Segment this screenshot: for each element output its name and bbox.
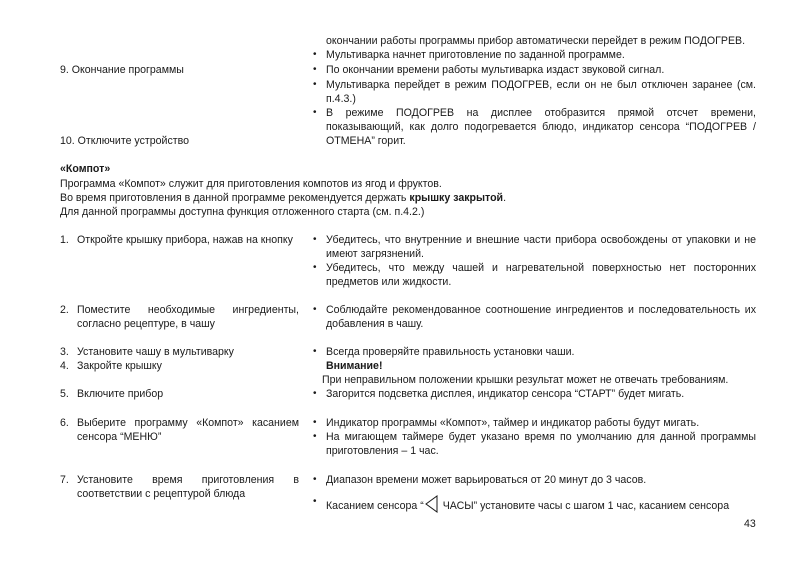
step-6-text: Выберите программу «Компот» касанием сенсора “МЕНЮ” [77, 417, 299, 443]
note-text: При неправильном положении крышки результат может не отвечать требованиям. [322, 374, 729, 386]
step-7-text: Установите время приготовления в соответствии с рецептурой блюда [77, 474, 299, 500]
step-9-bullet-3: Мультиварка перейдет в режим ПОДОГРЕВ, если он не был отключен заранее (см. п.4.3.) [326, 79, 756, 105]
step-3-bullet-1: Всегда проверяйте правильность установки чаши. [326, 346, 575, 358]
step-1-bullet-1: Убедитесь, что внутренние и внешние части прибора освобождены от упаковки и не имеют загрязнений. [326, 234, 756, 260]
step-number: 5. [60, 388, 69, 400]
step-1-bullet-2: Убедитесь, что между чашей и нагревательной поверхностью нет посторонних предметов или жидкости. [326, 262, 756, 288]
step-number: 3. [60, 346, 69, 358]
intro-line-2: Во время приготовления в данной программе рекомендуется держать крышку закрытой. [60, 192, 507, 204]
step-4-text: Закройте крышку [77, 360, 162, 372]
step-6-bullet-1: Индикатор программы «Компот», таймер и индикатор работы будут мигать. [326, 417, 700, 429]
step-3-text: Установите чашу в мультиварку [77, 346, 234, 358]
bullet: • [313, 417, 317, 428]
bullet: • [313, 304, 317, 315]
step-7-bullet-1: Диапазон времени может варьироваться от 20 минут до 3 часов. [326, 474, 647, 486]
page-number: 43 [744, 518, 756, 530]
step-number: 7. [60, 474, 69, 486]
step-7-bullet-2: Касанием сенсора “ ЧАСЫ” установите часы с шагом 1 час, касанием сенсора [326, 495, 756, 513]
step-2-text: Поместите необходимые ингредиенты, согласно рецептуре, в чашу [77, 304, 299, 330]
bullet: • [313, 431, 317, 442]
step-number: 4. [60, 360, 69, 372]
step-number: 2. [60, 304, 69, 316]
note-title: Внимание! [326, 360, 383, 372]
bullet: • [313, 79, 317, 90]
bullet: • [313, 49, 317, 60]
step-number: 1. [60, 234, 69, 246]
step-9-bullet-1: Мультиварка начнет приготовление по заданной программе. [326, 49, 625, 61]
bullet: • [313, 388, 317, 399]
step-9-label: 9. Окончание программы [60, 64, 184, 76]
step-1-text: Откройте крышку прибора, нажав на кнопку [77, 234, 293, 246]
bullet: • [313, 107, 317, 118]
bullet: • [313, 474, 317, 485]
bullet: • [313, 496, 317, 507]
triangle-left-icon [425, 495, 439, 513]
step-5-bullet-1: Загорится подсветка дисплея, индикатор сенсора “СТАРТ” будет мигать. [326, 388, 685, 400]
step-6-bullet-2: На мигающем таймере будет указано время по умолчанию для данной программы приготовления – 1 час. [326, 431, 756, 457]
step-10: 10. Отключите устройство [60, 135, 189, 147]
intro-line-3: Для данной программы доступна функция отложенного старта (см. п.4.2.) [60, 206, 425, 218]
continuation-line: окончании работы программы прибор автоматически перейдет в режим ПОДОГРЕВ. [326, 35, 746, 47]
step-5-text: Включите прибор [77, 388, 164, 400]
intro-bold: крышку закрытой [409, 192, 504, 204]
intro-line-1: Программа «Компот» служит для приготовления компотов из ягод и фруктов. [60, 178, 442, 190]
section-title: «Компот» [60, 163, 111, 175]
bullet: • [313, 64, 317, 75]
bullet: • [313, 346, 317, 357]
step-9-bullet-4: В режиме ПОДОГРЕВ на дисплее отобразится прямой отсчет времени, показывающий, как долго подогревается блюдо, индикатор сенсора “ПОДОГРЕВ / ОТМЕНА” горит. [326, 107, 756, 147]
bullet: • [313, 262, 317, 273]
step-number: 6. [60, 417, 69, 429]
step-9-bullet-2: По окончании времени работы мультиварка издаст звуковой сигнал. [326, 64, 665, 76]
bullet: • [313, 234, 317, 245]
step-2-bullet-1: Соблюдайте рекомендованное соотношение ингредиентов и последовательность их добавления в чашу. [326, 304, 756, 330]
